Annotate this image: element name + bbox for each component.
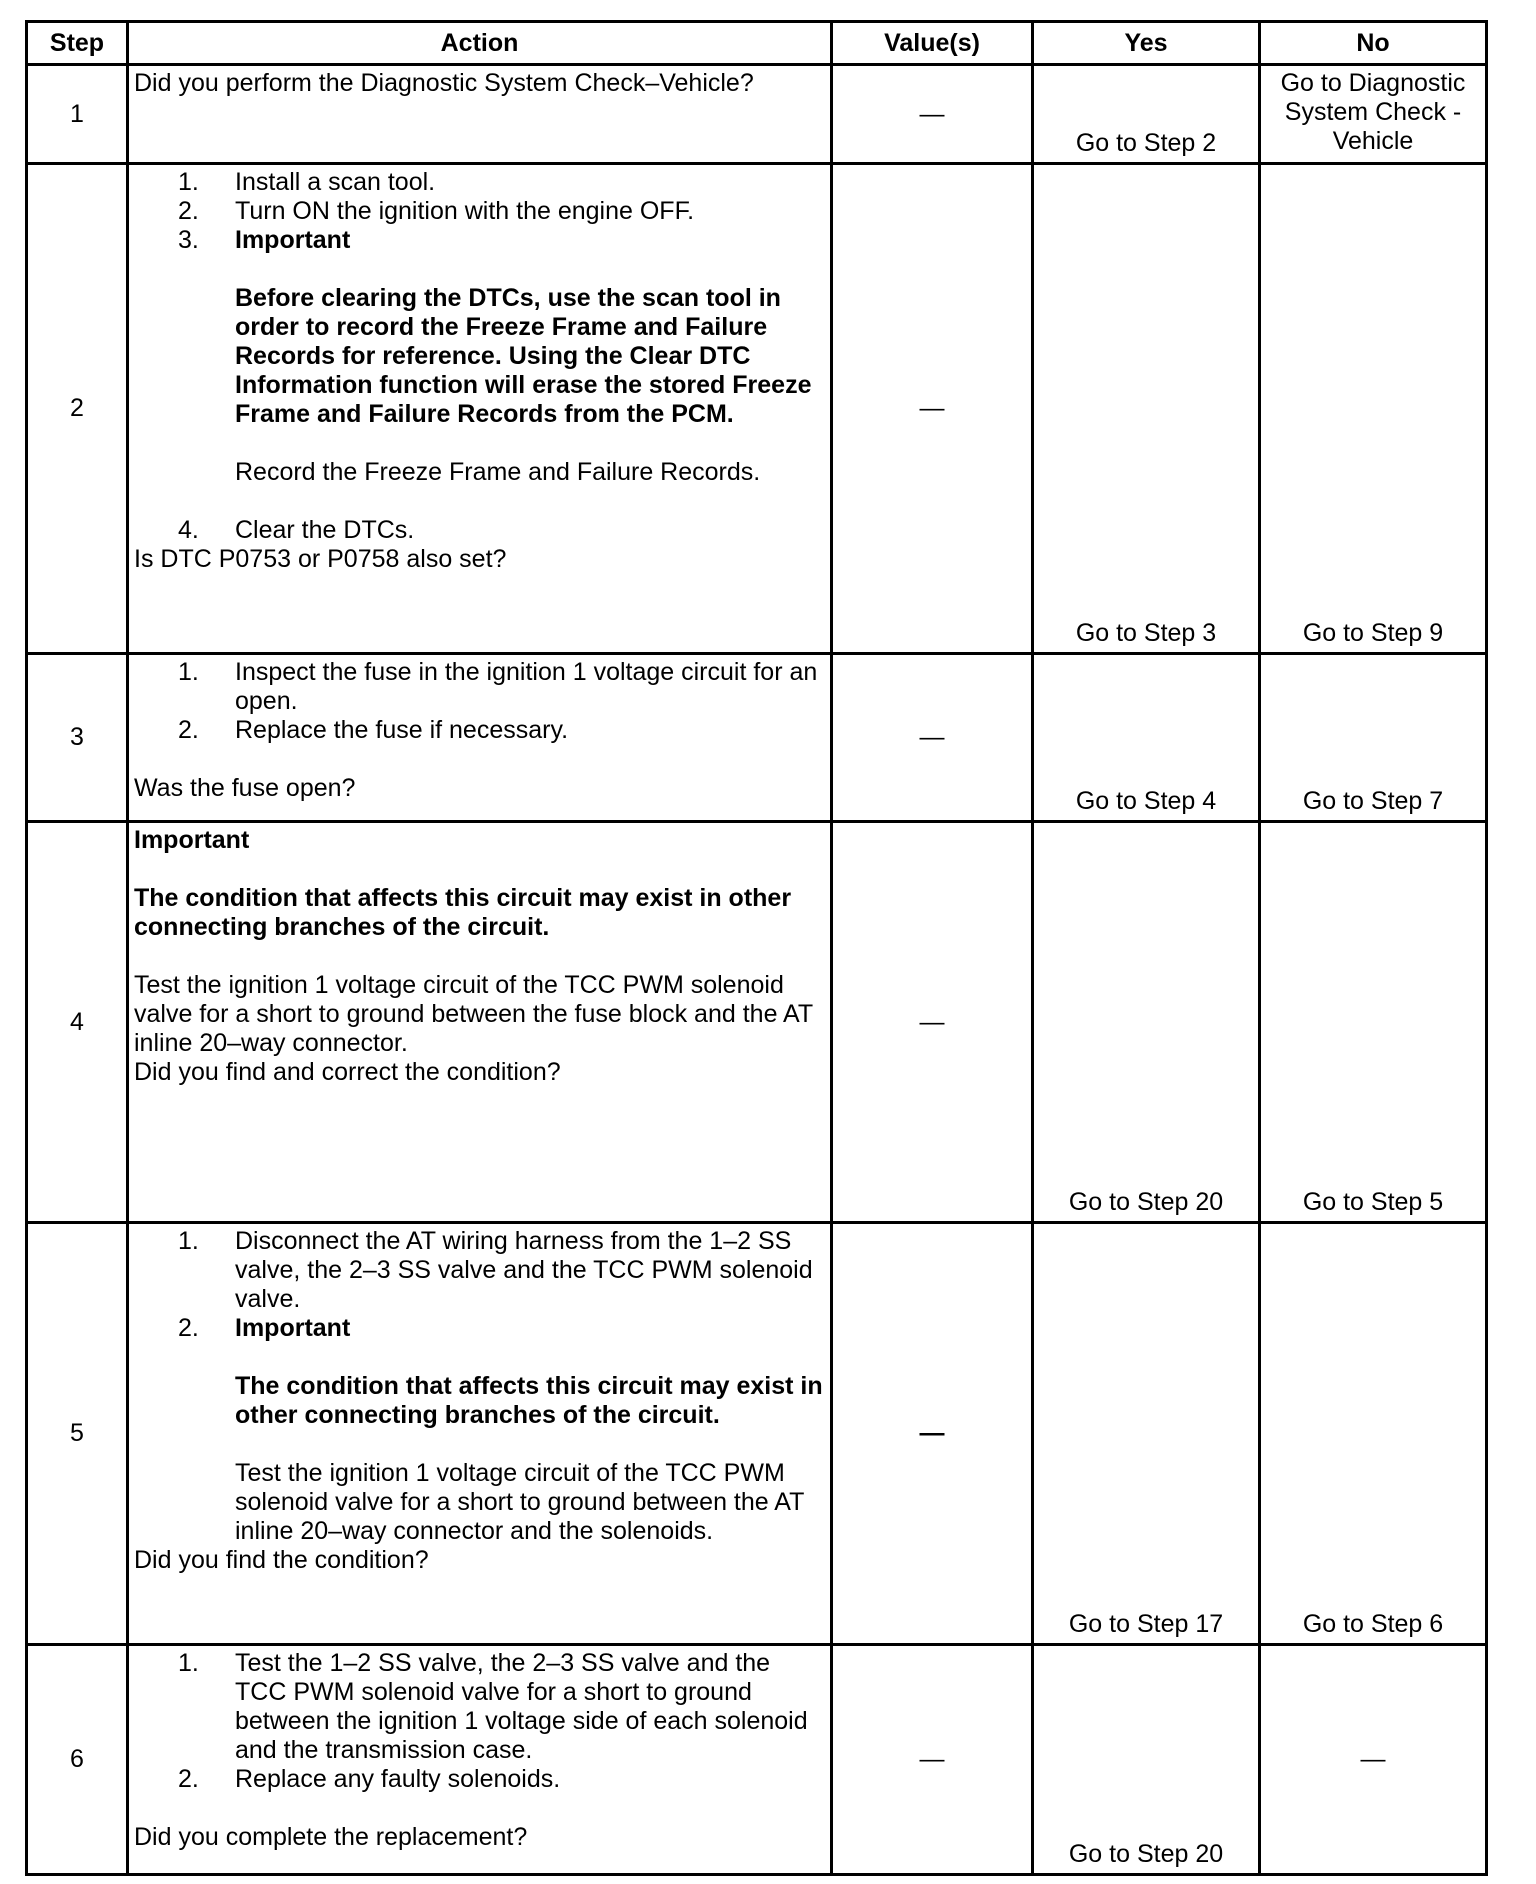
important-heading: Important — [235, 226, 351, 254]
no-cell: Go to Step 9 — [1260, 164, 1487, 654]
important-heading: Important — [235, 1314, 351, 1342]
action-cell — [128, 654, 832, 822]
table-row-step-5 — [27, 1223, 1487, 1645]
table-row-step-2 — [27, 164, 1487, 654]
list-item: 1. Inspect the fuse in the ignition 1 voltage circuit for an open. — [178, 658, 818, 715]
no-link-text: Go to Diagnostic System Check - Vehicle — [1280, 69, 1466, 155]
header-no: No — [1260, 22, 1487, 65]
list-item: 3. Important Before clearing the DTCs, use the scan tool in order to record the Freeze Frame and Failure Records for reference. Using the Clear DTC Information function will erase the stored Freeze Frame and Failure Records from the PCM. Record the Freeze Frame and Failure Records. — [178, 226, 826, 516]
list-item: 2. Replace any faulty solenoids. — [178, 1765, 561, 1793]
important-note: The condition that affects this circuit may exist in other connecting branches of the circuit. — [134, 884, 792, 941]
action-question: Is DTC P0753 or P0758 also set? — [134, 545, 507, 573]
list-item: 1. Disconnect the AT wiring harness from the 1–2 SS valve, the 2–3 SS valve and the TCC PWM solenoid valve. — [178, 1227, 813, 1313]
step-number: 1 — [27, 65, 128, 164]
list-item: 1. Install a scan tool. — [178, 168, 436, 196]
header-row — [27, 22, 1487, 65]
step-number: 5 — [27, 1223, 128, 1645]
action-question: Did you find and correct the condition? — [134, 1058, 561, 1086]
list-item: 4. Clear the DTCs. — [178, 516, 415, 544]
action-question: Did you complete the replacement? — [134, 1823, 528, 1851]
step-instruction: Test the ignition 1 voltage circuit of the TCC PWM solenoid valve for a short to ground between the AT inline 20–way connector and the solenoids. — [235, 1459, 804, 1545]
important-note: Before clearing the DTCs, use the scan tool in order to record the Freeze Frame and Failure Records for reference. Using the Clear DTC Information function will erase the stored Freeze Frame and Failure Records from the PCM. — [235, 284, 812, 428]
step-instruction: Record the Freeze Frame and Failure Records. — [235, 458, 761, 486]
value-cell: — — [832, 1645, 1033, 1875]
yes-cell: Go to Step 20 — [1033, 1645, 1260, 1875]
step-number: 3 — [27, 654, 128, 822]
no-cell: — — [1260, 1645, 1487, 1875]
yes-cell: Go to Step 4 — [1033, 654, 1260, 822]
action-question: Did you perform the Diagnostic System Check–Vehicle? — [134, 69, 754, 97]
diagnostic-table — [25, 20, 1488, 1876]
table-row-step-4 — [27, 822, 1487, 1223]
no-cell — [1260, 65, 1487, 164]
step-number: 6 — [27, 1645, 128, 1875]
no-cell: Go to Step 6 — [1260, 1223, 1487, 1645]
value-cell: — — [832, 654, 1033, 822]
no-cell: Go to Step 7 — [1260, 654, 1487, 822]
action-cell — [128, 822, 832, 1223]
table-row-step-1 — [27, 65, 1487, 164]
action-question: Was the fuse open? — [134, 774, 356, 802]
action-cell — [128, 1223, 832, 1645]
action-question: Did you find the condition? — [134, 1546, 429, 1574]
action-steps — [134, 1649, 826, 1794]
table-row-step-6 — [27, 1645, 1487, 1875]
important-note: The condition that affects this circuit may exist in other connecting branches of the circuit. — [235, 1372, 823, 1429]
list-item: 2. Replace the fuse if necessary. — [178, 716, 569, 744]
value-cell: — — [832, 164, 1033, 654]
header-step: Step — [27, 22, 128, 65]
step-instruction: Test the ignition 1 voltage circuit of the TCC PWM solenoid valve for a short to ground between the fuse block and the AT inline 20–way connector. — [134, 971, 813, 1057]
action-cell — [128, 1645, 832, 1875]
value-cell: — — [832, 1223, 1033, 1645]
header-values: Value(s) — [832, 22, 1033, 65]
table-row-step-3 — [27, 654, 1487, 822]
header-yes: Yes — [1033, 22, 1260, 65]
yes-cell: Go to Step 2 — [1033, 65, 1260, 164]
list-item: 2. Turn ON the ignition with the engine OFF. — [178, 197, 695, 225]
yes-cell: Go to Step 20 — [1033, 822, 1260, 1223]
list-item: 1. Test the 1–2 SS valve, the 2–3 SS valve and the TCC PWM solenoid valve for a short to ground between the ignition 1 voltage side of each solenoid and the transmission case. — [178, 1649, 808, 1764]
no-cell: Go to Step 5 — [1260, 822, 1487, 1223]
action-steps — [134, 658, 826, 745]
header-action: Action — [128, 22, 832, 65]
value-cell: — — [832, 822, 1033, 1223]
yes-cell: Go to Step 3 — [1033, 164, 1260, 654]
value-cell: — — [832, 65, 1033, 164]
action-steps — [134, 1227, 826, 1546]
step-number: 4 — [27, 822, 128, 1223]
list-item: 2. Important The condition that affects this circuit may exist in other connecting branches of the circuit. Test the ignition 1 voltage circuit of the TCC PWM solenoid valve for a short to ground between the AT inline 20–way connector and the solenoids. — [178, 1314, 826, 1546]
yes-cell: Go to Step 17 — [1033, 1223, 1260, 1645]
step-number: 2 — [27, 164, 128, 654]
important-heading: Important — [134, 826, 250, 854]
action-cell — [128, 164, 832, 654]
action-cell — [128, 65, 832, 164]
action-steps — [134, 168, 826, 545]
